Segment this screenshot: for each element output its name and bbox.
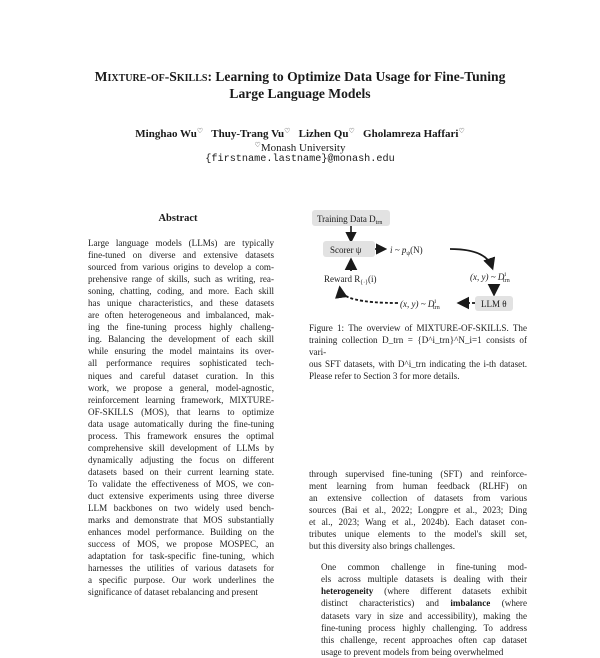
abstract-line: significance of dataset rebalancing and present: [88, 587, 258, 598]
affiliation-mark: ♡: [284, 127, 291, 135]
body-line: els across multiple datasets is dealing with their: [321, 574, 527, 585]
body-line: usage to prevent models from being overwhelmed: [321, 646, 504, 657]
abstract-heading: Abstract: [158, 213, 198, 224]
body-line: datasets vary in size and accessibility), making the: [321, 610, 527, 621]
abstract-line: a specific purpose. Our work underlines the: [88, 575, 274, 586]
caption-line: ous SFT datasets, with D^i_trn indicating the i-th dataset.: [309, 359, 527, 369]
abstract-line: OF-SKILLS (MOS), that learns to optimize: [88, 406, 274, 417]
body-line: et al., 2023; Wang et al., 2024b). Each dataset con-: [309, 517, 527, 528]
affiliation-mark: ♡: [196, 127, 204, 135]
body-line: through supervised fine-tuning (SFT) and reinforce-: [309, 469, 527, 479]
body-line: fine-tuning process highly challenging. To address: [321, 622, 527, 633]
abstract-line: process. This framework ensures the optimal: [88, 430, 274, 441]
caption-line: training collection D_trn = {D^i_trn}^N_i=1 consists of vari-: [309, 335, 527, 357]
abstract-line: duct extensive experiments using three diverse: [88, 490, 274, 501]
abstract-line: comprehensive skill development of LLMs by: [88, 442, 274, 453]
body-line: an extensive collection of datasets from various: [309, 493, 527, 504]
affiliation-mark: ♡: [348, 127, 355, 135]
title-line1-rest: : Learning to Optimize Data Usage for Fine-Tuning: [207, 69, 506, 84]
abstract-line: all performance requires sophisticated tech-: [88, 358, 274, 369]
email: {firstname.lastname}@monash.edu: [205, 154, 395, 165]
abstract-line: dynamically adjusting the focus on different: [88, 454, 274, 465]
abstract-body: [88, 237, 274, 598]
abstract-line: has unique characteristics, and these datasets: [88, 298, 274, 309]
abstract-line: ing. Balancing the development of each skill: [88, 334, 274, 345]
abstract-line: ing the fine-tuning process highly challeng-: [88, 322, 274, 333]
abstract-line: niques and careful dataset curation. In this: [88, 370, 274, 381]
reward-label: Reward $R_{\{\cdot\}}(i)$: [324, 274, 377, 286]
abstract-line: datasets based on their current learning state.: [88, 466, 274, 477]
title-line2: Large Language Models: [229, 86, 371, 101]
pair-left-label: (x, y) ~ $D^i$ trn: [400, 299, 440, 311]
body-line: this challenge, recent approaches often cap dataset: [321, 634, 527, 645]
abstract-line: success of MOS, we propose MOSPEC, an: [88, 539, 274, 550]
affiliation-mark: ♡: [254, 141, 261, 149]
sample-label: i ~ $p_\psi(N)$: [390, 245, 423, 257]
body-right-column: [309, 468, 527, 658]
abstract-line: soning, chatting, coding, and more. Each skill: [88, 286, 274, 297]
title-smallcaps: Mixture-of-Skills: [94, 69, 208, 84]
abstract-line: data usage automatically during the fine-tuning: [88, 418, 274, 429]
body-line: heterogeneity (where different datasets exhibit: [321, 586, 527, 597]
author-name: Thuy-Trang Vu: [211, 128, 285, 140]
body-line: sources (Bai et al., 2022; Longpre et al., 2023; Ding: [309, 505, 527, 516]
abstract-line: work, we propose a general, model-agnostic,: [88, 382, 274, 393]
affiliation-mark: ♡: [458, 127, 465, 135]
abstract-line: sourced from various origins to develop a com-: [88, 262, 274, 273]
pair-right-label: (x, y) ~ $D^i$ trn: [470, 272, 510, 284]
body-line: but this diversity also brings challenges.: [309, 541, 455, 552]
training-data-label: Training Data $D_{trn}$: [317, 214, 383, 226]
scorer-label: Scorer ψ: [330, 245, 362, 255]
overview-diagram: [300, 205, 540, 317]
abstract-line: enhances model performance. Building on the: [88, 527, 274, 538]
caption-line: Please refer to Section 3 for more details.: [309, 371, 460, 381]
caption-line: Figure 1: The overview of MIXTURE-OF-SKILLS. The: [309, 323, 527, 333]
abstract-line: fine-tuned on diverse and extensive datasets: [88, 250, 274, 261]
arrow-sample-pair: [450, 249, 492, 267]
body-line: distinct characteristics) and imbalance (where: [321, 598, 527, 609]
abstract-line: marks and demonstrate that MOS substantially: [88, 515, 274, 526]
llm-label: LLM θ: [481, 299, 507, 309]
abstract-line: LLM backbones on two widely used bench-: [88, 503, 274, 514]
paper-title: [40, 68, 560, 102]
body-paragraph-2: [309, 561, 527, 657]
abstract-line: reinforcement learning framework, MIXTURE-: [88, 394, 274, 405]
abstract-line: prehensive range of skills, such as writing, rea-: [88, 274, 274, 285]
abstract-line: To validate the effectiveness of MOS, we con-: [88, 478, 274, 489]
figure-caption: [309, 322, 527, 382]
body-line: tributes unique elements to the model's skill set,: [309, 529, 527, 540]
abstract-line: adaptation for task-specific fine-tuning, which: [88, 551, 274, 562]
author-name: Gholamreza Haffari: [363, 128, 459, 140]
abstract-line: Large language models (LLMs) are typically: [88, 238, 274, 248]
abstract-line: harnesses the utilities of various datasets for: [88, 563, 274, 574]
affiliation-name: Monash University: [260, 142, 346, 154]
body-paragraph-1: [309, 468, 527, 552]
arrow-pair-reward: [340, 289, 398, 303]
body-line: ment learning from human feedback (RLHF) on: [309, 481, 527, 492]
abstract-line: while ensuring the model maintains its over-: [88, 346, 274, 357]
author-name: Lizhen Qu: [298, 128, 349, 140]
author-name: Minghao Wu: [135, 128, 197, 140]
body-line: One common challenge in fine-tuning mod-: [321, 562, 527, 573]
abstract-line: are often heterogeneous and imbalanced, mak-: [88, 310, 274, 321]
